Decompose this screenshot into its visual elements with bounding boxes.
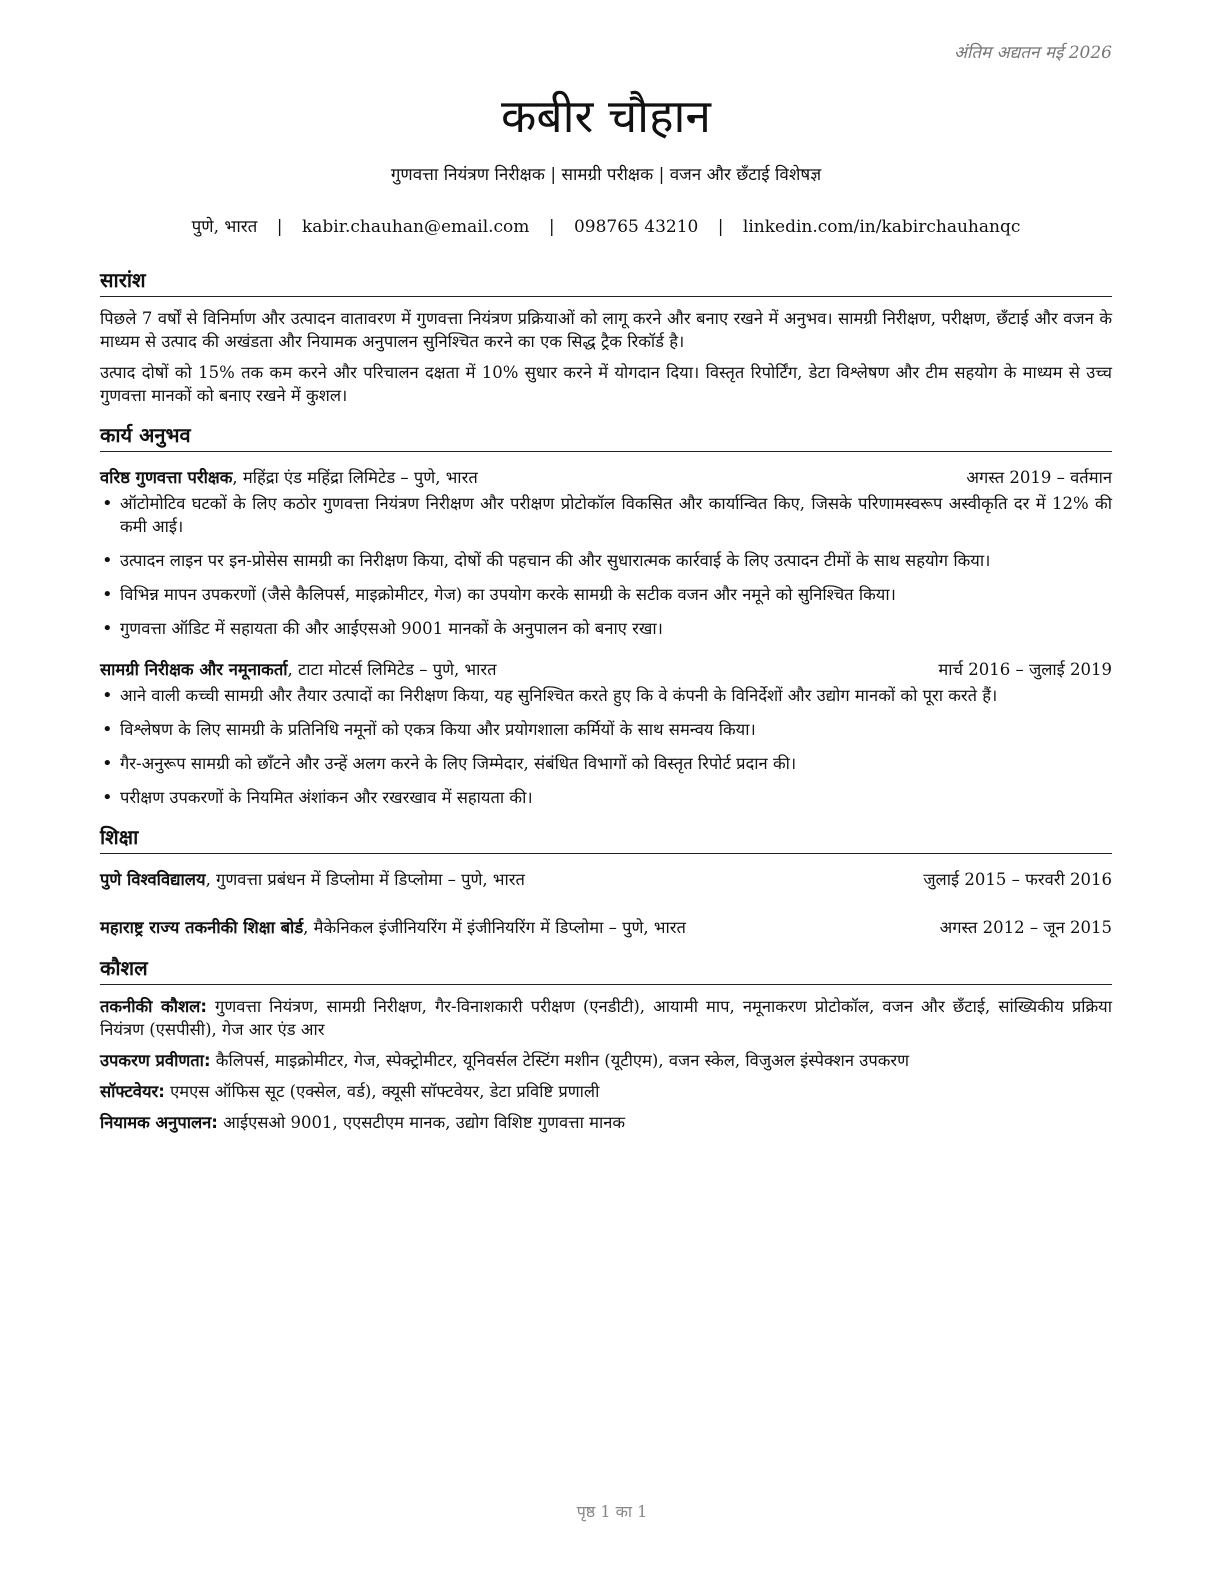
- job-bullet: • विभिन्न मापन उपकरणों (जैसे कैलिपर्स, माइक्रोमीटर, गेज) का उपयोग करके सामग्री के सटीक वजन और नमूने को सुनिश्चित किया।: [100, 583, 1112, 606]
- contact-email[interactable]: kabir.chauhan@email.com: [301, 217, 530, 237]
- contact-phone: 098765 43210: [573, 217, 699, 237]
- job-bullet: • उत्पादन लाइन पर इन-प्रोसेस सामग्री का निरीक्षण किया, दोषों की पहचान की और सुधारात्मक कार्रवाई के लिए उत्पादन टीमों के साथ सहयोग किया।: [100, 549, 1112, 572]
- education-item: [100, 868, 1112, 892]
- education-institution: महाराष्ट्र राज्य तकनीकी शिक्षा बोर्ड: [100, 918, 304, 937]
- section-title-skills: कौशल: [100, 954, 1112, 985]
- job-org: , महिंद्रा एंड महिंद्रा लिमिटेड – पुणे, भारत: [232, 468, 478, 487]
- job-header: [100, 466, 1112, 490]
- job-bullet: • परीक्षण उपकरणों के नियमित अंशांकन और रखरखाव में सहायता की।: [100, 786, 1112, 809]
- job-bullet: • आने वाली कच्ची सामग्री और तैयार उत्पादों का निरीक्षण किया, यह सुनिश्चित करते हुए कि वे कंपनी के विनिर्देशों और उद्योग मानकों को पूरा करते हैं।: [100, 684, 1112, 707]
- skill-row: [100, 995, 1112, 1041]
- contact-linkedin[interactable]: linkedin.com/in/kabirchauhanqc: [742, 217, 1021, 237]
- contact-location: पुणे, भारत: [191, 217, 258, 237]
- job-bullet: • विश्लेषण के लिए सामग्री के प्रतिनिधि नमूनों को एकत्र किया और प्रयोगशाला कर्मियों के साथ समन्वय किया।: [100, 718, 1112, 741]
- contact-separator: |: [276, 217, 283, 237]
- summary-paragraph: पिछले 7 वर्षों से विनिर्माण और उत्पादन वातावरण में गुणवत्ता नियंत्रण प्रक्रियाओं को लागू करने और बनाए रखने में अनुभव। सामग्री निरीक्षण, परीक्षण, छँटाई और वजन के माध्यम से उत्पाद की अखंडता और नियामक अनुपालन सुनिश्चित करने का एक सिद्ध ट्रैक रिकॉर्ड है।: [100, 309, 1112, 351]
- education-line: [100, 868, 525, 892]
- skill-label: तकनीकी कौशल:: [100, 997, 207, 1016]
- summary-paragraph: उत्पाद दोषों को 15% तक कम करने और परिचालन दक्षता में 10% सुधार करने में योगदान दिया। विस्तृत रिपोर्टिंग, डेटा विश्लेषण और टीम सहयोग के माध्यम से उच्च गुणवत्ता मानकों को बनाए रखने में कुशल।: [100, 363, 1112, 405]
- candidate-name: कबीर चौहान: [501, 89, 711, 143]
- contact-separator: |: [717, 217, 724, 237]
- skill-row: [100, 1049, 1112, 1072]
- last-updated: अंतिम अद्यतन मई 2026: [953, 43, 1112, 63]
- skill-label: नियामक अनुपालन:: [100, 1113, 218, 1132]
- skill-row: [100, 1080, 1112, 1103]
- education-dates: अगस्त 2012 – जून 2015: [939, 918, 1112, 937]
- skill-value: गुणवत्ता नियंत्रण, सामग्री निरीक्षण, गैर-विनाशकारी परीक्षण (एनडीटी), आयामी माप, नमूनाकरण प्रोटोकॉल, वजन और छँटाई, सांख्यिकीय प्रक्रिया नियंत्रण (एसपीसी), गेज आर एंड आर: [100, 997, 1113, 1039]
- job-dates: मार्च 2016 – जुलाई 2019: [938, 660, 1112, 679]
- skill-value: कैलिपर्स, माइक्रोमीटर, गेज, स्पेक्ट्रोमीटर, यूनिवर्सल टेस्टिंग मशीन (यूटीएम), वजन स्केल, विजुअल इंस्पेक्शन उपकरण: [210, 1051, 910, 1070]
- education-institution: पुणे विश्वविद्यालय: [100, 870, 206, 889]
- job-bullet: • गुणवत्ता ऑडिट में सहायता की और आईएसओ 9001 मानकों के अनुपालन को बनाए रखा।: [100, 617, 1112, 640]
- education-detail: , गुणवत्ता प्रबंधन में डिप्लोमा में डिप्लोमा – पुणे, भारत: [205, 870, 525, 889]
- tagline: गुणवत्ता नियंत्रण निरीक्षक | सामग्री परीक्षक | वजन और छँटाई विशेषज्ञ: [390, 165, 822, 185]
- job-role: वरिष्ठ गुणवत्ता परीक्षक: [100, 468, 233, 487]
- contact-line: [100, 214, 1112, 240]
- job-title-line: [100, 658, 497, 682]
- education-dates: जुलाई 2015 – फरवरी 2016: [923, 870, 1112, 889]
- resume-page: [100, 40, 1112, 1134]
- job-bullets: [100, 684, 1112, 809]
- education-item: [100, 916, 1112, 940]
- job-dates: अगस्त 2019 – वर्तमान: [966, 468, 1112, 487]
- page-number: पृष्ठ 1 का 1: [576, 1502, 648, 1521]
- education-detail: , मैकेनिकल इंजीनियरिंग में इंजीनियरिंग में डिप्लोमा – पुणे, भारत: [303, 918, 686, 937]
- job-org: , टाटा मोटर्स लिमिटेड – पुणे, भारत: [287, 660, 497, 679]
- job-bullet: • गैर-अनुरूप सामग्री को छाँटने और उन्हें अलग करने के लिए जिम्मेदार, संबंधित विभागों को विस्तृत रिपोर्ट प्रदान की।: [100, 752, 1112, 775]
- job-title-line: [100, 466, 478, 490]
- education-line: [100, 916, 686, 940]
- job-bullet: • ऑटोमोटिव घटकों के लिए कठोर गुणवत्ता नियंत्रण निरीक्षण और परीक्षण प्रोटोकॉल विकसित और कार्यान्वित किए, जिसके परिणामस्वरूप अस्वीकृति दर में 12% की कमी आई।: [100, 492, 1112, 538]
- section-title-experience: कार्य अनुभव: [100, 421, 1112, 452]
- job-role: सामग्री निरीक्षक और नमूनाकर्ता: [100, 660, 288, 679]
- section-title-education: शिक्षा: [100, 823, 1112, 854]
- skill-label: सॉफ्टवेयर:: [100, 1082, 165, 1101]
- skill-value: आईएसओ 9001, एएसटीएम मानक, उद्योग विशिष्ट गुणवत्ता मानक: [217, 1113, 626, 1132]
- job-header: [100, 658, 1112, 682]
- skill-value: एमएस ऑफिस सूट (एक्सेल, वर्ड), क्यूसी सॉफ्टवेयर, डेटा प्रविष्टि प्रणाली: [164, 1082, 600, 1101]
- skill-row: [100, 1111, 1112, 1134]
- section-title-summary: सारांश: [100, 266, 1112, 297]
- job-bullets: [100, 492, 1112, 640]
- skill-label: उपकरण प्रवीणता:: [100, 1051, 211, 1070]
- contact-separator: |: [548, 217, 555, 237]
